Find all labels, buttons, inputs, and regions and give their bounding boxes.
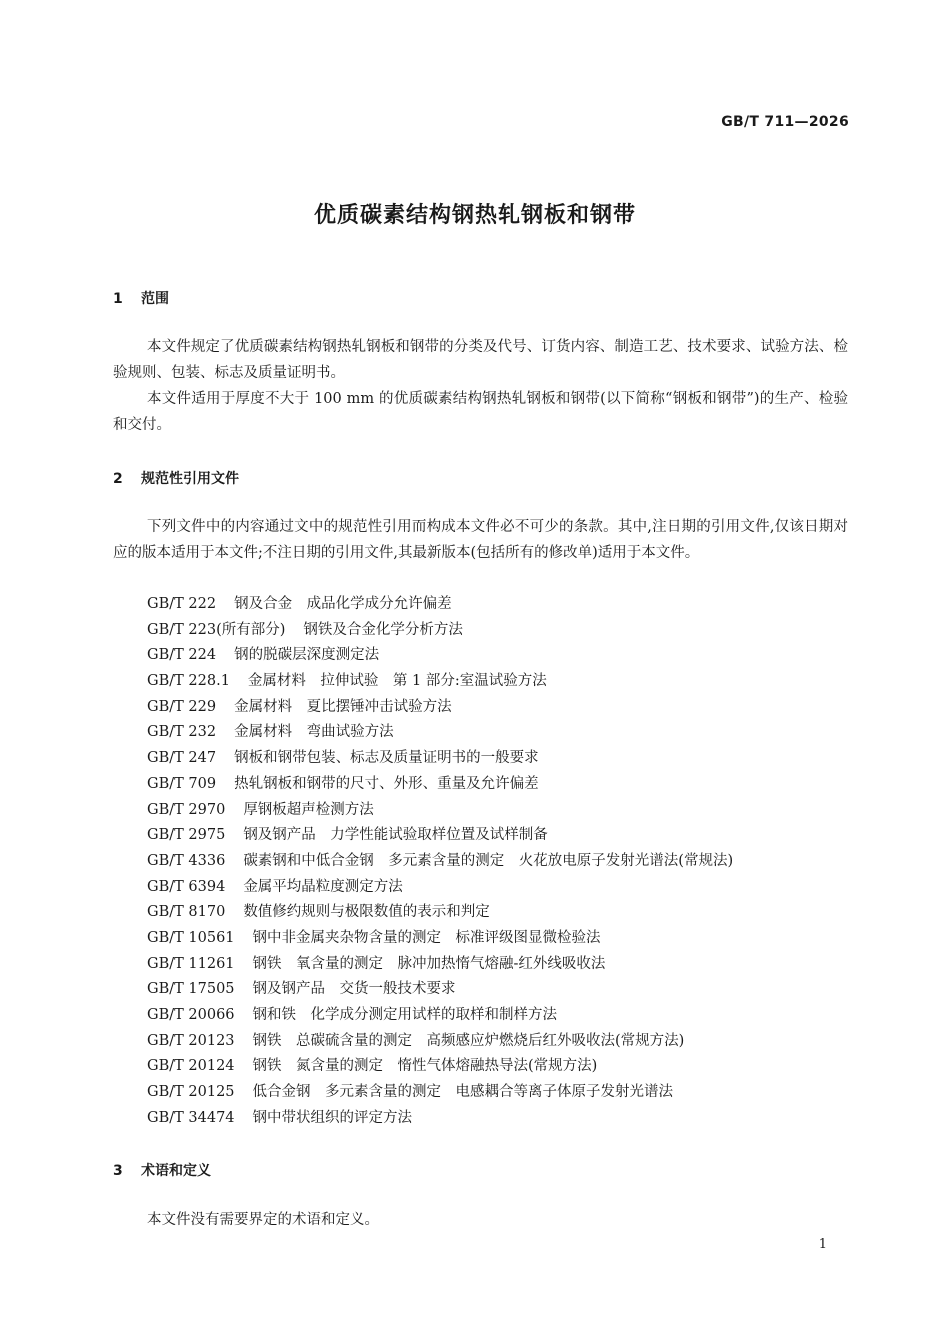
reference-code: GB/T 709 [147, 775, 217, 792]
reference-code: GB/T 17505 [147, 981, 235, 998]
section-title: 规范性引用文件 [141, 471, 239, 487]
reference-code: GB/T 8170 [147, 904, 226, 921]
section-number: 3 [113, 1163, 123, 1179]
reference-item [147, 1054, 733, 1080]
reference-item [147, 643, 733, 669]
section-1-paragraph-1: 本文件规定了优质碳素结构钢热轧钢板和钢带的分类及代号、订货内容、制造工艺、技术要求、试验方法、检验规则、包装、标志及质量证明书。 [113, 339, 848, 381]
reference-title: 钢铁 氧含量的测定 脉冲加热惰气熔融-红外线吸收法 [252, 955, 606, 972]
section-1-heading [113, 288, 169, 308]
reference-item [147, 669, 733, 695]
reference-item [147, 900, 733, 926]
section-2-paragraph-1: 下列文件中的内容通过文中的规范性引用而构成本文件必不可少的条款。其中,注日期的引用文件,仅该日期对应的版本适用于本文件;不注日期的引用文件,其最新版本(包括所有的修改单)适用于本文件。 [113, 519, 848, 561]
reference-title: 钢中非金属夹杂物含量的测定 标准评级图显微检验法 [252, 929, 601, 946]
reference-item [147, 592, 733, 618]
reference-title: 钢及钢产品 力学性能试验取样位置及试样制备 [243, 827, 548, 844]
reference-title: 钢铁 氮含量的测定 惰性气体熔融热导法(常规方法) [252, 1058, 598, 1075]
reference-code: GB/T 222 [147, 596, 217, 612]
reference-title: 钢铁 总碳硫含量的测定 高频感应炉燃烧后红外吸收法(常规方法) [252, 1032, 685, 1049]
reference-title: 金属平均晶粒度测定方法 [243, 878, 403, 895]
reference-title: 钢和铁 化学成分测定用试样的取样和制样方法 [252, 1007, 558, 1023]
section-number: 1 [113, 291, 123, 307]
reference-code: GB/T 10561 [147, 929, 235, 946]
reference-code: GB/T 20066 [147, 1007, 235, 1023]
reference-item [147, 977, 733, 1003]
section-title: 范围 [141, 291, 169, 307]
document-title: 优质碳素结构钢热轧钢板和钢带 [313, 203, 636, 228]
reference-item [147, 823, 733, 849]
reference-code: GB/T 232 [147, 724, 217, 741]
reference-title: 金属材料 弯曲试验方法 [234, 724, 394, 741]
reference-item [147, 618, 733, 644]
reference-item [147, 952, 733, 978]
reference-item [147, 695, 733, 721]
reference-title: 碳素钢和中低合金钢 多元素含量的测定 火花放电原子发射光谱法(常规法) [243, 852, 734, 869]
reference-code: GB/T 223(所有部分) [147, 621, 286, 638]
reference-title: 厚钢板超声检测方法 [243, 801, 374, 818]
reference-item [147, 1003, 733, 1029]
reference-code: GB/T 228.1 [147, 673, 230, 690]
reference-title: 钢及钢产品 交货一般技术要求 [252, 981, 456, 998]
reference-title: 金属材料 夏比摆锤冲击试验方法 [234, 698, 452, 715]
reference-item [147, 1080, 733, 1106]
reference-code: GB/T 2970 [147, 801, 226, 818]
normative-references-list [147, 592, 733, 1131]
reference-item [147, 772, 733, 798]
reference-code: GB/T 4336 [147, 852, 226, 869]
section-3-paragraph-1: 本文件没有需要界定的术语和定义。 [147, 1212, 379, 1228]
page-number: 1 [818, 1237, 827, 1252]
reference-title: 钢铁及合金化学分析方法 [303, 621, 463, 638]
reference-title: 低合金钢 多元素含量的测定 电感耦合等离子体原子发射光谱法 [252, 1084, 674, 1101]
section-2-heading [113, 468, 239, 488]
reference-title: 热轧钢板和钢带的尺寸、外形、重量及允许偏差 [234, 775, 539, 792]
reference-title: 金属材料 拉伸试验 第 1 部分:室温试验方法 [247, 673, 547, 690]
reference-item [147, 849, 733, 875]
reference-code: GB/T 2975 [147, 827, 226, 844]
reference-title: 数值修约规则与极限数值的表示和判定 [243, 904, 490, 921]
section-title: 术语和定义 [141, 1163, 211, 1179]
reference-title: 钢板和钢带包装、标志及质量证明书的一般要求 [234, 750, 539, 767]
reference-code: GB/T 20124 [147, 1058, 235, 1075]
section-3-heading [113, 1160, 211, 1180]
reference-item [147, 798, 733, 824]
reference-code: GB/T 34474 [147, 1109, 235, 1126]
reference-item [147, 1106, 733, 1132]
reference-code: GB/T 229 [147, 698, 217, 715]
reference-item [147, 720, 733, 746]
standard-code: GB/T 711—2026 [721, 114, 849, 130]
reference-title: 钢的脱碳层深度测定法 [234, 647, 380, 664]
reference-title: 钢及合金 成品化学成分允许偏差 [234, 596, 452, 612]
section-1-paragraph-2: 本文件适用于厚度不大于 100 mm 的优质碳素结构钢热轧钢板和钢带(以下简称“钢板和钢带”)的生产、检验和交付。 [113, 391, 848, 433]
reference-code: GB/T 11261 [147, 955, 235, 972]
reference-item [147, 875, 733, 901]
reference-item [147, 746, 733, 772]
reference-code: GB/T 20125 [147, 1084, 235, 1101]
reference-title: 钢中带状组织的评定方法 [252, 1109, 413, 1126]
reference-item [147, 926, 733, 952]
section-number: 2 [113, 471, 123, 487]
reference-code: GB/T 20123 [147, 1032, 235, 1049]
reference-code: GB/T 247 [147, 750, 217, 767]
reference-code: GB/T 224 [147, 647, 217, 664]
reference-code: GB/T 6394 [147, 878, 226, 895]
reference-item [147, 1029, 733, 1055]
